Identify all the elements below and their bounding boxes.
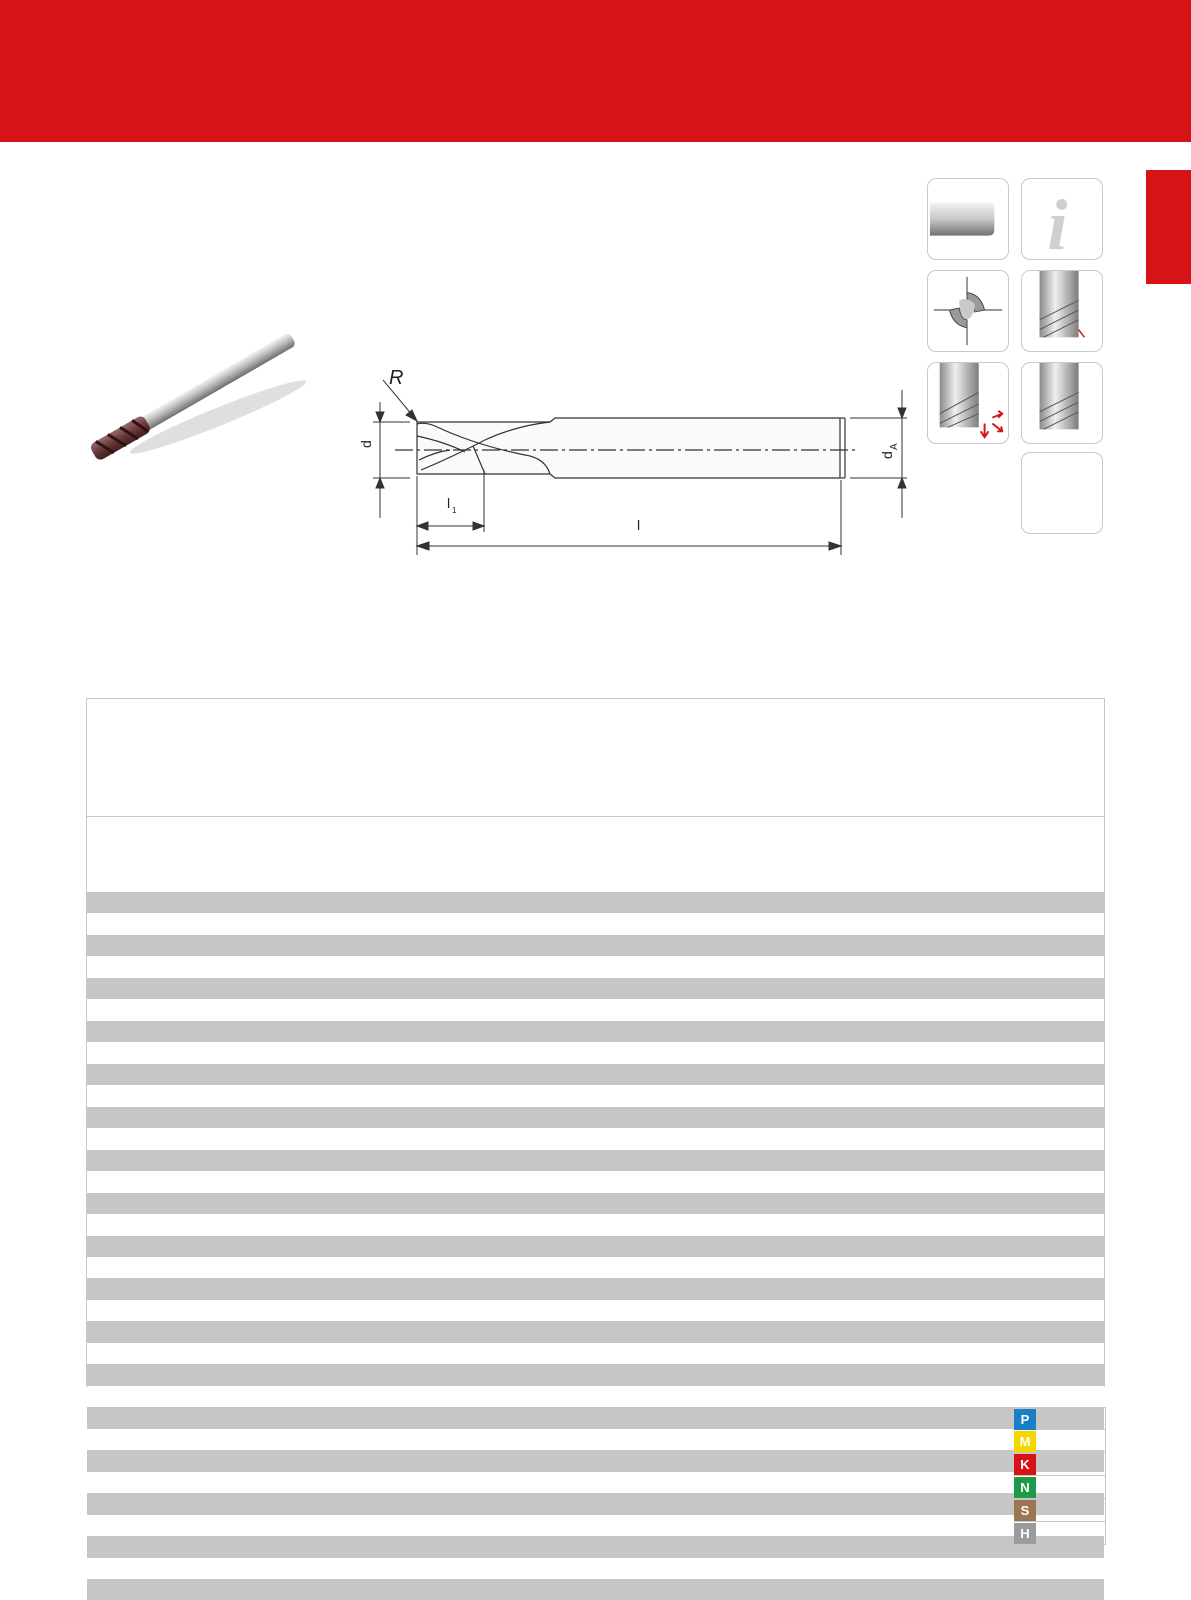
material-badge-p: P	[1014, 1409, 1036, 1430]
material-row-n	[1014, 1476, 1106, 1499]
table-header-top	[87, 699, 1104, 817]
info-icon[interactable]	[1021, 178, 1103, 260]
end-mill-technical-drawing	[355, 360, 915, 570]
table-row	[87, 1236, 1104, 1257]
material-row-k	[1014, 1453, 1106, 1476]
table-row	[87, 892, 1104, 913]
section-tab-marker	[1146, 170, 1191, 284]
material-badge-s: S	[1014, 1500, 1036, 1521]
table-row	[87, 1193, 1104, 1214]
table-row	[87, 1536, 1104, 1557]
table-row	[87, 1064, 1104, 1085]
table-row	[87, 1021, 1104, 1042]
table-row	[87, 1128, 1104, 1149]
table-row	[87, 1085, 1104, 1106]
table-row	[87, 1214, 1104, 1235]
material-rating-cell	[1036, 1522, 1106, 1544]
table-row	[87, 1107, 1104, 1128]
table-header-bottom	[87, 817, 1104, 892]
ramping-milling-icon	[927, 362, 1009, 444]
table-row	[87, 1407, 1104, 1428]
slot-milling-icon	[1021, 362, 1103, 444]
drawing-label-dA-subscript: A	[889, 443, 900, 450]
material-rating-cell	[1036, 1499, 1106, 1521]
product-data-table	[86, 698, 1105, 1387]
material-badge-n: N	[1014, 1477, 1036, 1498]
table-row	[87, 999, 1104, 1020]
material-row-h	[1014, 1522, 1106, 1545]
table-row	[87, 1150, 1104, 1171]
end-mill-product-photo	[78, 322, 314, 468]
material-row-m	[1014, 1430, 1106, 1453]
drawing-label-l1-subscript: 1	[452, 506, 457, 515]
table-row	[87, 1300, 1104, 1321]
material-row-s	[1014, 1499, 1106, 1522]
table-row	[87, 1579, 1104, 1600]
material-badge-m: M	[1014, 1431, 1036, 1452]
cylindrical-shank-icon	[927, 178, 1009, 260]
material-badge-k: K	[1014, 1454, 1036, 1475]
material-group-legend	[1014, 1407, 1106, 1545]
table-row	[87, 1364, 1104, 1385]
header-banner	[0, 0, 1191, 142]
table-row	[87, 1429, 1104, 1450]
table-row	[87, 1386, 1104, 1407]
table-row	[87, 1343, 1104, 1364]
drawing-label-l: l	[637, 517, 641, 533]
table-row	[87, 1493, 1104, 1514]
table-row	[87, 1450, 1104, 1471]
material-rating-cell	[1036, 1476, 1106, 1498]
table-row	[87, 1171, 1104, 1192]
drawing-label-dA: d	[879, 451, 895, 459]
table-row	[87, 913, 1104, 934]
table-row	[87, 978, 1104, 999]
two-flute-section-icon	[927, 270, 1009, 352]
drawing-label-R: R	[389, 367, 404, 389]
table-row	[87, 956, 1104, 977]
material-row-p	[1014, 1407, 1106, 1430]
material-rating-cell	[1036, 1430, 1106, 1452]
blank-icon-tile	[1021, 452, 1103, 534]
table-row	[87, 1278, 1104, 1299]
table-row	[87, 1321, 1104, 1342]
table-row	[87, 1257, 1104, 1278]
table-row	[87, 1558, 1104, 1579]
table-row	[87, 1515, 1104, 1536]
table-body	[87, 892, 1104, 1600]
side-milling-icon	[1021, 270, 1103, 352]
material-badge-h: H	[1014, 1523, 1036, 1544]
drawing-label-l1: l	[447, 495, 451, 511]
table-row	[87, 1472, 1104, 1493]
material-rating-cell	[1036, 1453, 1106, 1475]
table-row	[87, 1042, 1104, 1063]
table-row	[87, 935, 1104, 956]
info-glyph: i	[1047, 185, 1068, 259]
drawing-label-d: d	[358, 440, 374, 448]
material-rating-cell	[1036, 1408, 1106, 1429]
